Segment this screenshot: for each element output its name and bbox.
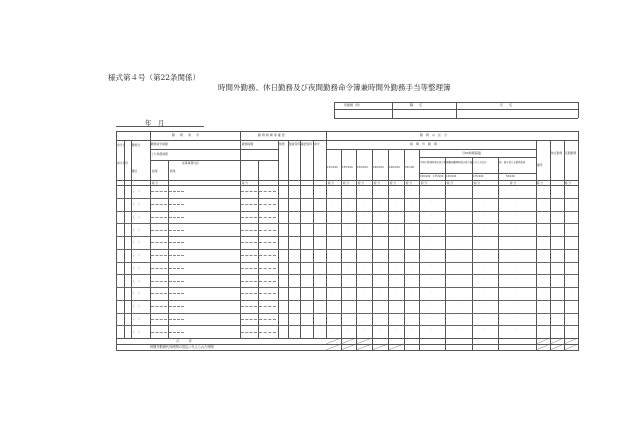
time-separator: : [411,289,413,293]
time-separator: : [543,327,545,332]
weekday-paren: （ ） [131,316,142,321]
time-separator: : [431,314,433,319]
time-separator: : [516,289,518,293]
time-separator: : [411,212,413,217]
weekday-paren: （ ） [131,189,142,194]
time-separator: : [543,289,545,293]
time-separator: : [571,314,573,319]
unit-label: 時 分 [390,181,397,185]
time-separator: : [516,199,518,204]
unit-label: 時 分 [374,181,381,185]
time-separator: : [557,289,559,293]
time-separator: : [332,276,334,281]
time-separator: : [379,301,381,306]
time-separator: : [379,187,381,191]
weekday-paren: （ ） [131,329,142,334]
time-separator: : [347,263,349,268]
rate-label: 100/100 [389,166,400,169]
time-separator: : [332,238,334,242]
time-separator: : [431,212,433,217]
time-separator: : [484,187,486,191]
time-separator: : [332,301,334,306]
time-separator: : [395,314,397,319]
time-separator: : [395,199,397,204]
time-separator: : [347,238,349,242]
time-separator: : [395,289,397,293]
time-separator: : [431,327,433,332]
time-separator: : [363,225,365,230]
time-separator: : [347,289,349,293]
weekday-paren: （ ） [131,278,142,283]
time-separator: : [411,250,413,255]
col-meirei-hi: 命令日 [117,143,126,147]
weekday-paren: （ ） [131,202,142,207]
time-separator: : [411,263,413,268]
time-separator: : [431,263,433,268]
time-separator: : [363,276,365,281]
time-separator: : [484,314,486,319]
time-separator: : [543,314,545,319]
position-label: 職 名 [410,103,423,107]
unit-label: 時 分 [510,181,517,185]
time-separator: : [484,301,486,306]
time-separator: : [571,263,573,268]
time-separator: : [571,250,573,255]
col-start: 始業 [152,169,158,173]
time-separator: : [458,250,460,255]
rate-label: 135/100 [342,166,353,169]
time-separator: : [363,327,365,332]
time-separator: : [363,314,365,319]
time-separator: : [395,225,397,230]
time-separator: : [516,250,518,255]
time-separator: : [347,327,349,332]
time-separator: : [411,301,413,306]
time-separator: : [363,263,365,268]
time-separator: : [557,238,559,242]
col-kakunin: 確認者印 [301,142,313,146]
time-separator: : [458,212,460,217]
time-separator: : [411,276,413,281]
time-separator: : [458,314,460,319]
footer-label: 時間外勤務代休時間の指定に代えられた時間 [150,344,214,349]
time-separator: : [347,301,349,306]
time-separator: : [363,301,365,306]
time-separator: : [347,212,349,217]
col-jimu: 従事事務内容 [182,161,199,165]
time-separator: : [347,250,349,255]
time-separator: : [411,314,413,319]
time-separator: : [484,289,486,293]
col-meirei-dai: 命令 [314,142,320,146]
time-separator: : [484,276,486,281]
name-label: 氏 名 [500,103,513,107]
time-separator: : [411,238,413,242]
time-separator: : [571,276,573,281]
time-separator: : [395,212,397,217]
col-kyujitsu: 休日勤務 [551,151,563,155]
time-separator: : [431,250,433,255]
unit-label: 時 分 [447,181,454,185]
time-separator: : [484,225,486,230]
time-separator: : [363,212,365,217]
time-separator: : [431,225,433,230]
time-separator: : [347,314,349,319]
col-youbi: 曜日 [132,169,138,173]
rate-label: 160/100 [373,166,384,169]
time-separator: : [557,263,559,268]
time-separator: : [557,276,559,281]
time-separator: : [431,276,433,281]
time-separator: : [431,187,433,191]
over60-rate: 150/100 [420,175,431,178]
unit-label: 時 分 [537,181,544,185]
weekday-paren: （ ） [131,304,142,309]
time-separator: : [543,276,545,281]
rate-label: 125/100 [327,166,338,169]
unit-label: 時 分 [565,181,572,185]
time-separator: : [411,187,413,191]
time-separator: : [458,301,460,306]
col-kyukei: 休憩 [279,142,285,146]
unit-label: 時 分 [474,181,481,185]
time-separator: : [458,276,460,281]
over60-rate: 150/100 [446,175,457,178]
time-separator: : [332,187,334,191]
time-separator: : [363,187,365,191]
col-kinmu-jikan: 勤務時間 [242,142,254,146]
time-separator: : [557,327,559,332]
time-separator: : [395,301,397,306]
time-separator: : [516,238,518,242]
time-separator: : [571,327,573,332]
time-separator: : [557,225,559,230]
time-separator: : [557,212,559,217]
rate-label: 150/100 [357,166,368,169]
over60-sub-label: 週・週を超える勤務変更 [499,161,526,164]
time-separator: : [347,187,349,191]
col-start-time: 勤務命令時間 [151,142,168,146]
weekday-paren: （ ） [131,227,142,232]
time-separator: : [411,199,413,204]
time-separator: : [543,225,545,230]
time-separator: : [431,199,433,204]
time-separator: : [543,238,545,242]
overtime-group-label: 時 間 外 勤 務 [410,142,438,146]
time-separator: : [395,263,397,268]
time-separator: : [395,327,397,332]
time-separator: : [557,250,559,255]
time-separator: : [543,199,545,204]
time-separator: : [458,289,460,293]
unit-label: 時 分 [343,181,350,185]
col-meireisha: 命令者印 [117,161,129,165]
weekday-paren: （ ） [131,291,142,296]
time-separator: : [557,187,559,191]
time-separator: : [571,199,573,204]
time-separator: : [484,199,486,204]
time-separator: : [379,276,381,281]
rate-label: 25/100 [405,166,415,169]
col-yakan: 夜間勤務 [565,151,577,155]
col-within: うち休憩時間 [151,152,168,156]
time-separator: : [379,212,381,217]
time-separator: : [484,212,486,217]
time-separator: : [332,289,334,293]
time-separator: : [332,263,334,268]
time-separator: : [332,327,334,332]
time-separator: : [411,225,413,230]
time-separator: : [458,225,460,230]
time-separator: : [379,238,381,242]
time-separator: : [379,327,381,332]
unit-label: 時 分 [421,181,428,185]
time-separator: : [363,289,365,293]
time-separator: : [332,199,334,204]
time-separator: : [571,187,573,191]
time-separator: : [363,238,365,242]
dept-label: 所属課（所） [344,103,363,107]
time-separator: : [332,314,334,319]
time-separator: : [347,276,349,281]
time-separator: : [571,238,573,242]
result-group-label: 勤 務 時 間 等 確 認 [258,133,285,137]
time-separator: : [516,225,518,230]
time-separator: : [571,301,573,306]
weekday-paren: （ ） [131,214,142,219]
over60-group-label: 月60時間超過 [462,151,481,155]
time-separator: : [379,225,381,230]
time-separator: : [458,327,460,332]
unit-label: 時 分 [152,181,159,185]
time-separator: : [571,289,573,293]
time-separator: : [458,238,460,242]
page-title: 時間外勤務、休日勤務及び夜間勤務命令簿兼時間外勤務手当等整理簿 [218,83,451,92]
over60-rate: 175/100 [433,175,444,178]
month-label: 年 月 [145,119,165,127]
time-separator: : [411,327,413,332]
time-separator: : [484,327,486,332]
category-group-label: 勤 務 の 区 分 [420,133,448,137]
time-separator: : [332,225,334,230]
time-separator: : [379,289,381,293]
time-separator: : [571,225,573,230]
time-separator: : [543,212,545,217]
time-separator: : [379,263,381,268]
time-separator: : [516,276,518,281]
time-separator: : [395,238,397,242]
form-number: 様式第４号（第22条関係） [108,73,201,82]
col-kinmu-hi: 勤務日 [132,143,141,147]
time-separator: : [332,250,334,255]
unit-label: 時 分 [358,181,365,185]
time-separator: : [557,314,559,319]
time-separator: : [516,187,518,191]
time-separator: : [557,301,559,306]
time-separator: : [379,199,381,204]
time-separator: : [347,225,349,230]
over60-rate: 50/100 [506,175,515,178]
weekday-paren: （ ） [131,240,142,245]
col-biko: 備考 [537,163,543,167]
time-separator: : [458,199,460,204]
time-separator: : [431,238,433,242]
time-separator: : [363,250,365,255]
time-separator: : [379,314,381,319]
col-kanri: 監督者印 [289,142,301,146]
unit-label: 時 分 [406,181,413,185]
time-separator: : [543,263,545,268]
time-separator: : [516,263,518,268]
over60-sub-label: 正規の勤務時間を割り振られた日 [420,161,456,164]
time-separator: : [395,187,397,191]
time-separator: : [363,199,365,204]
over60-rate: 175/100 [473,175,484,178]
time-separator: : [395,276,397,281]
time-separator: : [516,314,518,319]
time-separator: : [571,212,573,217]
over60-sub-label: 正規の勤務時間が割り振られた日以外 [446,161,487,164]
time-separator: : [516,301,518,306]
unit-label: 時 分 [242,181,249,185]
time-separator: : [516,212,518,217]
time-separator: : [543,301,545,306]
time-separator: : [431,301,433,306]
time-separator: : [543,250,545,255]
total-label: 合 計 [176,338,192,343]
time-separator: : [395,250,397,255]
weekday-paren: （ ） [131,265,142,270]
time-separator: : [379,250,381,255]
time-separator: : [458,263,460,268]
time-separator: : [458,187,460,191]
time-separator: : [557,199,559,204]
time-separator: : [484,250,486,255]
time-separator: : [484,238,486,242]
time-separator: : [543,187,545,191]
time-separator: : [332,212,334,217]
order-group-label: 勤 務 命 令 [172,133,201,137]
time-separator: : [484,263,486,268]
time-separator: : [347,199,349,204]
col-end: 終業 [170,169,176,173]
time-separator: : [431,289,433,293]
time-separator: : [516,327,518,332]
weekday-paren: （ ） [131,253,142,258]
unit-label: 時 分 [328,181,335,185]
